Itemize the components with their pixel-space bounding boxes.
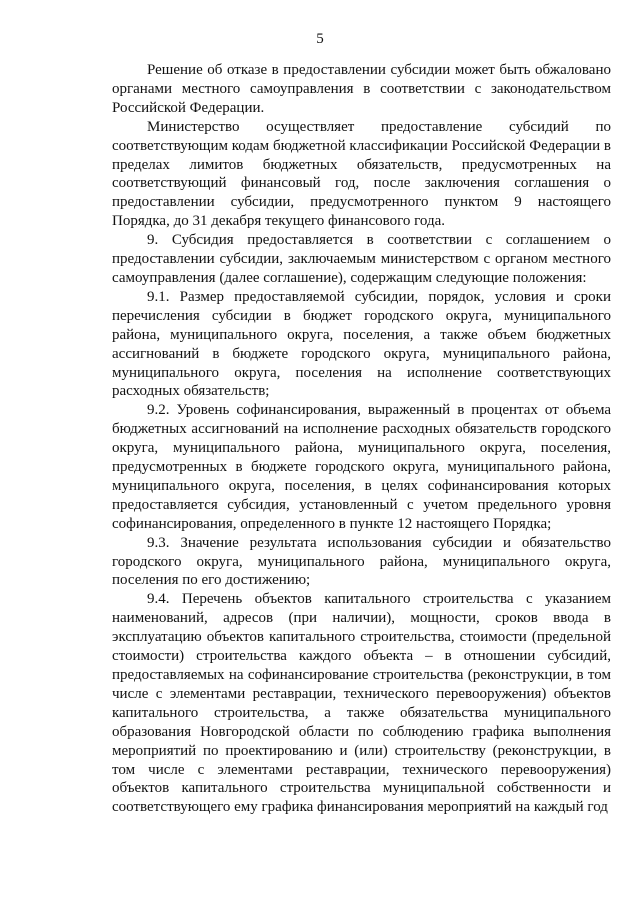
paragraph-section-9: 9. Субсидия предоставляется в соответствии с соглашением о предоставлении субсидии, заключаемым министерством с органом местного самоуправления (далее соглашение), содержащим следующие положения:	[112, 232, 611, 286]
paragraph-section-9-4: 9.4. Перечень объектов капитального строительства с указанием наименований, адресов (при наличии), мощности, сроков ввода в эксплуатацию объектов капитального строительства, стоимости (предельной стоимости) строительства каждого объекта – в отношении субсидий, предоставляемых на софинансирование строительства (реконструкции, в том числе с элементами реставрации, технического перевооружения) объектов капитального строительства, а также обязательства муниципального образования Новгородской области по соблюдению графика выполнения мероприятий по проектированию и (или) строительству (реконструкции, в том числе с элементами реставрации, технического перевооружения) объектов капитального строительства муниципальной собственности и соответствующего ему графика финансирования мероприятий на каждый год	[112, 591, 611, 816]
paragraph-ministry-provision: Министерство осуществляет предоставление субсидий по соответствующим кодам бюджетной классификации Российской Федерации в пределах лимитов бюджетных обязательств, предусмотренных на соответствующий финансовый год, после заключения соглашения о предоставлении субсидии, предусмотренного пунктом 9 настоящего Порядка, до 31 декабря текущего финансового года.	[112, 118, 611, 230]
paragraph-appeal: Решение об отказе в предоставлении субсидии может быть обжаловано органами местного самоуправления в соответствии с законодательством Российской Федерации.	[112, 62, 611, 116]
page-number: 5	[316, 31, 324, 47]
document-body	[112, 61, 611, 817]
paragraph-section-9-2: 9.2. Уровень софинансирования, выраженный в процентах от объема бюджетных ассигнований на исполнение расходных обязательств городского округа, муниципального района, муниципального округа, поселения, предусмотренных в бюджете городского округа, муниципального района, муниципального округа, поселения, в целях софинансирования которых предоставляется субсидия, установленный с учетом предельного уровня софинансирования, определенного в пункте 12 настоящего Порядка;	[112, 402, 611, 532]
paragraph-section-9-3: 9.3. Значение результата использования субсидии и обязательство городского округа, муниципального района, муниципального округа, поселения по его достижению;	[112, 534, 611, 589]
paragraph-section-9-1: 9.1. Размер предоставляемой субсидии, порядок, условия и сроки перечисления субсидии в бюджет городского округа, муниципального района, муниципального округа, поселения, а также объем бюджетных ассигнований в бюджете городского округа, муниципального района, муниципального округа, поселения на исполнение соответствующих расходных обязательств;	[112, 288, 611, 400]
